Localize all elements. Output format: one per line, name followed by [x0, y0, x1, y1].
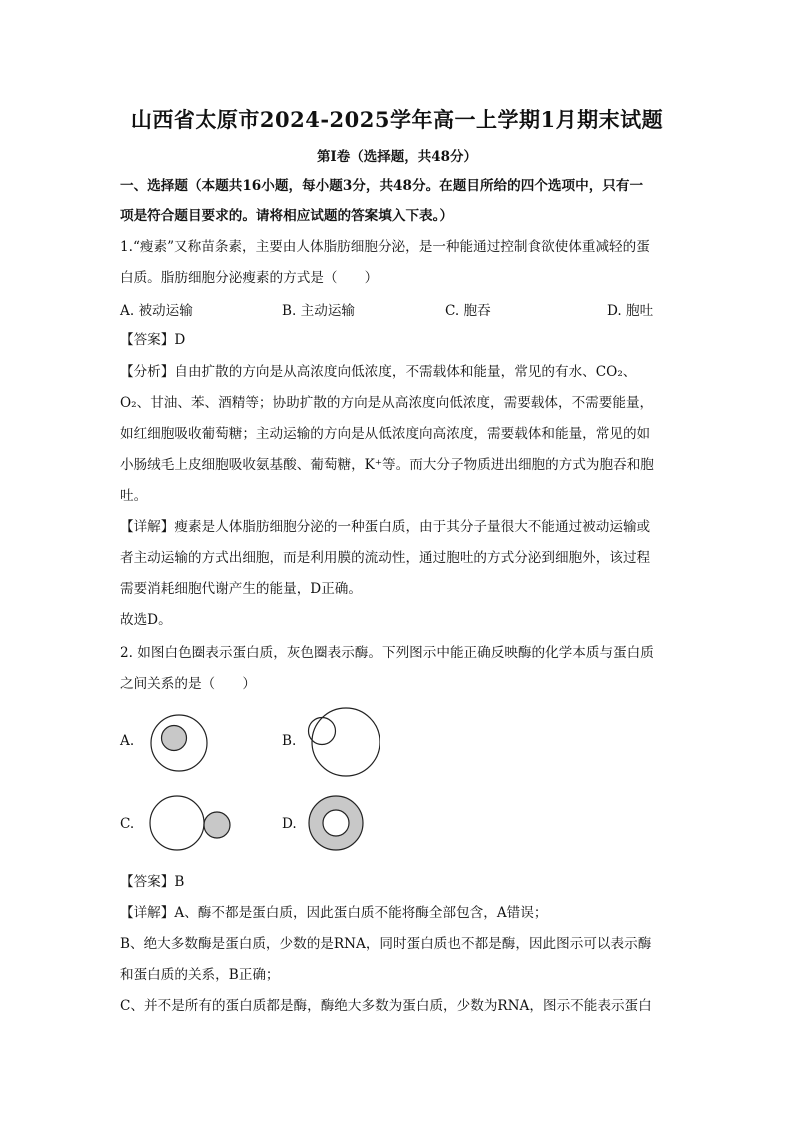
q2-option-b-label: B. — [282, 733, 297, 749]
q2-figure-d[interactable] — [304, 793, 368, 853]
q2-figure-a[interactable] — [144, 708, 214, 778]
q1-stem-line-2: 白质。脂肪细胞分泌瘦素的方式是（ ） — [120, 270, 379, 286]
q1-answer: 【答案】D — [120, 332, 186, 348]
detail-tag: 【详解】 — [120, 905, 175, 921]
q2-answer: 【答案】B — [120, 874, 185, 890]
q1-option-b[interactable]: B. 主动运输 — [282, 303, 356, 319]
enzyme-circle — [162, 726, 187, 751]
analysis-tag: 【分析】 — [120, 364, 175, 380]
q2-stem-line-2: 之间关系的是（ ） — [120, 676, 256, 692]
section-instruction-line-2: 项是符合题目要求的。请将相应试题的答案填入下表。） — [120, 208, 454, 224]
q1-option-d[interactable]: D. 胞吐 — [607, 303, 654, 319]
q2-option-d-label: D. — [282, 816, 297, 832]
page-title: 山西省太原市2024-2025学年高一上学期1月期末试题 — [130, 107, 664, 132]
section-instruction-line-1: 一、选择题（本题共16小题，每小题3分，共48分。在题目所给的四个选项中，只有一 — [120, 178, 644, 194]
q1-analysis-line-3: 如红细胞吸收葡萄糖；主动运输的方向是从低浓度向高浓度，需要载体和能量，常见的如 — [120, 426, 651, 442]
q1-analysis-line-1: 【分析】自由扩散的方向是从高浓度向低浓度，不需载体和能量，常见的有水、CO₂、 — [120, 364, 637, 380]
q2-option-a-label: A. — [120, 733, 135, 749]
q1-detail-line-1: 【详解】瘦素是人体脂肪细胞分泌的一种蛋白质，由于其分子量很大不能通过被动运输或 — [120, 519, 651, 535]
q2-figure-b[interactable] — [300, 704, 380, 779]
protein-circle — [150, 796, 204, 850]
protein-circle — [323, 810, 349, 836]
q1-analysis-line-2: O₂、甘油、苯、酒精等；协助扩散的方向是从高浓度向低浓度，需要载体，不需要能量， — [120, 395, 654, 411]
q1-stem-line-1: 1.“瘦素”又称苗条素，主要由人体脂肪细胞分泌，是一种能通过控制食欲使体重减轻的蛋 — [120, 239, 650, 255]
section-subtitle: 第I卷（选择题，共48分） — [316, 149, 478, 165]
q1-analysis-line-4: 小肠绒毛上皮细胞吸收氨基酸、葡萄糖，K⁺等。而大分子物质进出细胞的方式为胞吞和胞 — [120, 457, 654, 473]
q1-option-c[interactable]: C. 胞吞 — [445, 303, 491, 319]
q2-detail-line-3: 和蛋白质的关系，B正确； — [120, 967, 280, 983]
q2-detail-line-1: 【详解】A、酶不都是蛋白质，因此蛋白质不能将酶全部包含，A错误； — [120, 905, 548, 921]
q1-detail-line-2: 者主动运输的方式出细胞，而是利用膜的流动性，通过胞吐的方式分泌到细胞外，该过程 — [120, 550, 651, 566]
q2-figure-c[interactable] — [144, 794, 236, 854]
detail-tag: 【详解】 — [120, 519, 175, 535]
enzyme-circle — [204, 812, 230, 838]
q2-detail-line-2: B、绝大多数酶是蛋白质，少数的是RNA，同时蛋白质也不都是酶，因此图示可以表示酶 — [120, 936, 652, 952]
q1-detail-line-3: 需要消耗细胞代谢产生的能量，D正确。 — [120, 581, 362, 597]
q2-stem-line-1: 2. 如图白色圈表示蛋白质，灰色圈表示酶。下列图示中能正确反映酶的化学本质与蛋白质 — [120, 645, 654, 661]
q1-analysis-line-5: 吐。 — [120, 488, 148, 504]
q1-conclusion: 故选D。 — [120, 612, 172, 628]
q1-options — [120, 299, 676, 319]
q1-option-a[interactable]: A. 被动运输 — [120, 303, 193, 319]
q2-detail-line-4: C、并不是所有的蛋白质都是酶，酶绝大多数为蛋白质，少数为RNA，图示不能表示蛋白 — [120, 998, 652, 1014]
q2-option-c-label: C. — [120, 816, 135, 832]
